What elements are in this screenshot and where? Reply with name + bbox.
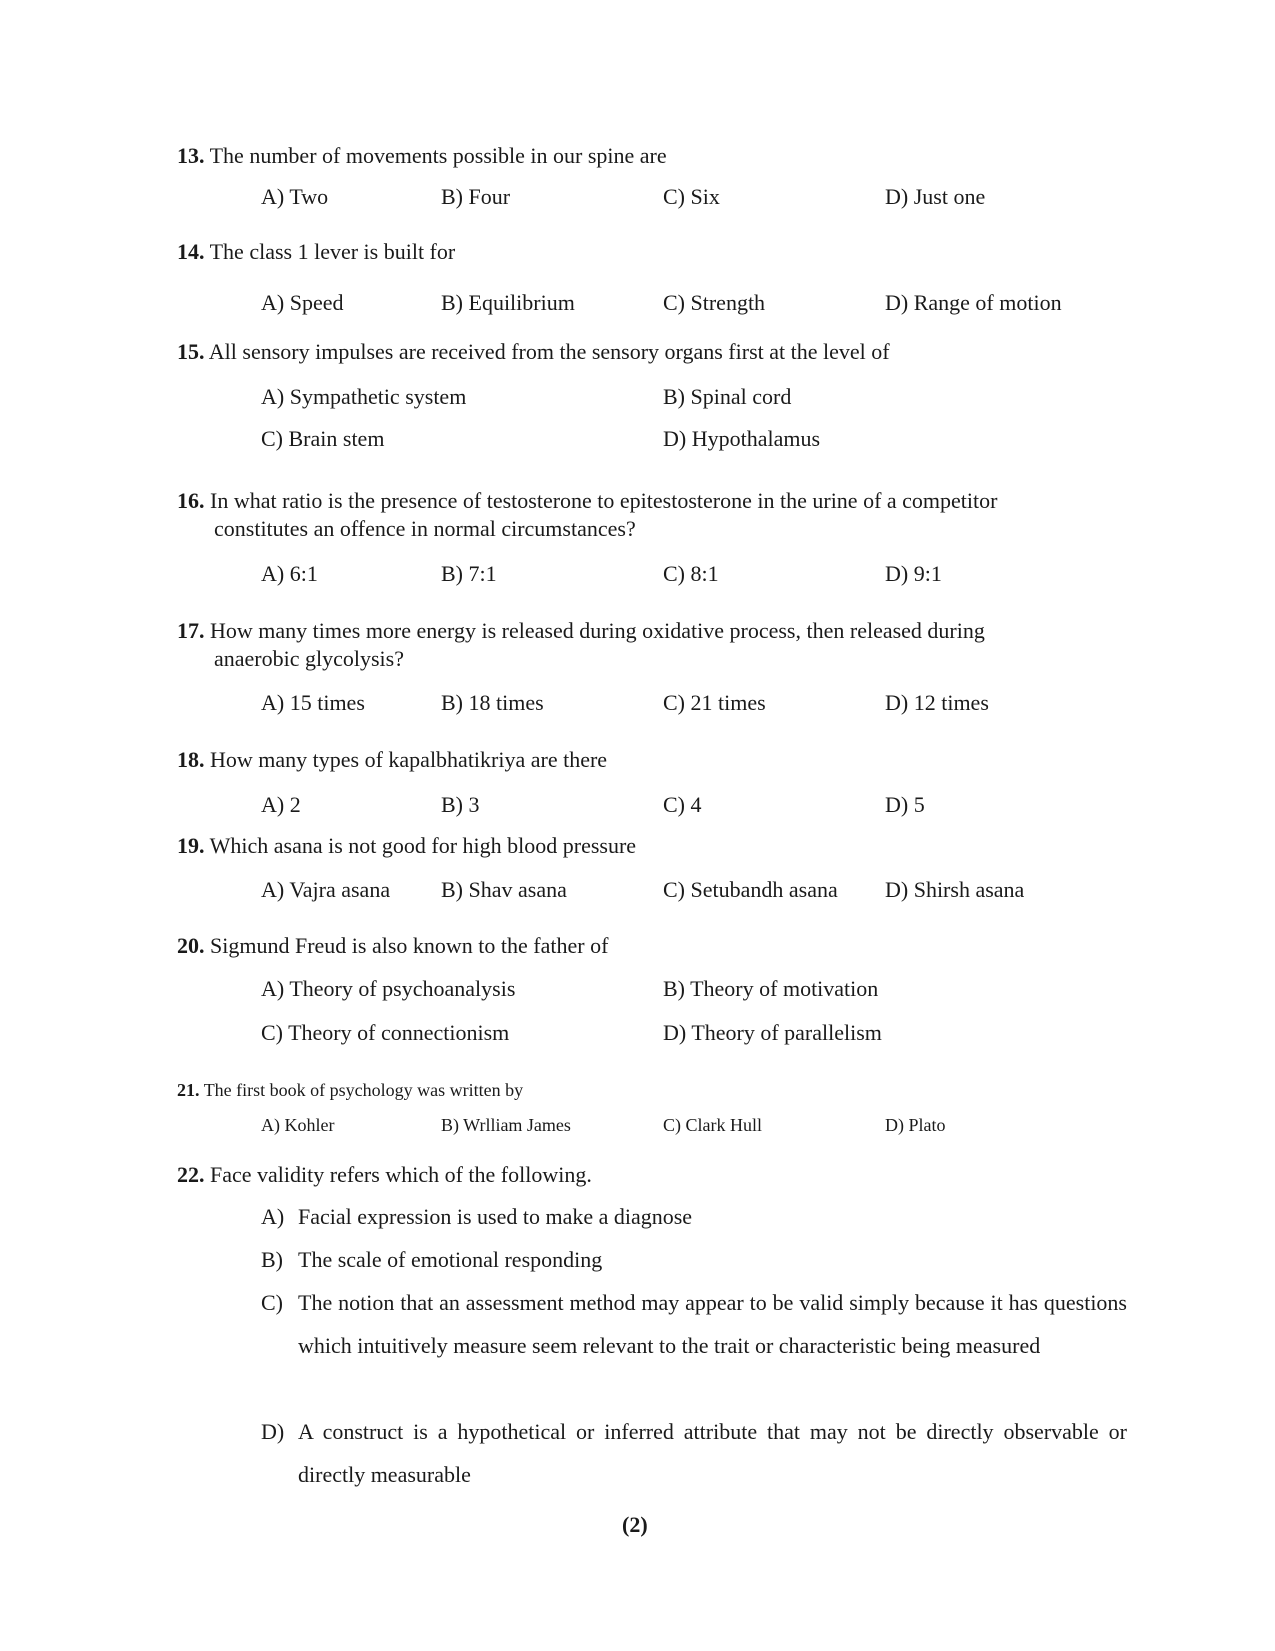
question-text-continued: anaerobic glycolysis? xyxy=(214,646,404,671)
option-text: The scale of emotional responding xyxy=(298,1247,603,1272)
option-a: A) Two xyxy=(261,184,329,209)
option-b: B) Four xyxy=(441,184,511,209)
question-number: 21. xyxy=(177,1080,200,1100)
option-d: D) Just one xyxy=(885,184,986,209)
option-a: A) Sympathetic system xyxy=(261,384,467,409)
option-text: The notion that an assessment method may appear to be valid simply because it has questions which intuitively measure seem relevant to the trait or characteristic being measured xyxy=(298,1290,1127,1358)
option-d: D) Theory of parallelism xyxy=(663,1020,882,1045)
question-text: Sigmund Freud is also known to the father of xyxy=(210,933,609,958)
option-b: B) 18 times xyxy=(441,690,544,715)
question-text: Face validity refers which of the following. xyxy=(210,1162,592,1187)
question-text: How many types of kapalbhatikriya are there xyxy=(210,747,608,772)
question-number: 22. xyxy=(177,1162,205,1187)
question-13 xyxy=(177,142,667,170)
option-text: Facial expression is used to make a diagnose xyxy=(298,1204,693,1229)
option-d: D) 5 xyxy=(885,792,925,817)
page-number: (2) xyxy=(622,1512,648,1537)
option-label: B) xyxy=(261,1247,283,1272)
option-c: C) Theory of connectionism xyxy=(261,1020,510,1045)
option-d: D) 9:1 xyxy=(885,561,942,586)
option-a: A) Vajra asana xyxy=(261,877,391,902)
question-text: The number of movements possible in our spine are xyxy=(209,143,667,168)
question-number: 14. xyxy=(177,239,205,264)
question-number: 20. xyxy=(177,933,205,958)
option-c: C) Brain stem xyxy=(261,426,385,451)
option-b: B) Spinal cord xyxy=(663,384,792,409)
question-14 xyxy=(177,238,455,266)
option-c: C) 4 xyxy=(663,792,702,817)
question-text: How many times more energy is released during oxidative process, then released during xyxy=(210,618,985,643)
question-text: All sensory impulses are received from the sensory organs first at the level of xyxy=(208,339,890,364)
option-b: B) 7:1 xyxy=(441,561,497,586)
question-text: The class 1 lever is built for xyxy=(209,239,456,264)
option-c: C) Setubandh asana xyxy=(663,877,838,902)
option-a: A) 15 times xyxy=(261,690,365,715)
question-17 xyxy=(177,617,1127,673)
option-b xyxy=(261,1238,1127,1281)
question-19 xyxy=(177,832,636,860)
option-b: B) Theory of motivation xyxy=(663,976,879,1001)
option-a xyxy=(261,1195,1127,1238)
question-text: Which asana is not good for high blood pressure xyxy=(209,833,637,858)
question-15 xyxy=(177,338,890,366)
question-number: 18. xyxy=(177,747,205,772)
question-number: 17. xyxy=(177,618,205,643)
option-c: C) 21 times xyxy=(663,690,766,715)
question-text: The first book of psychology was written by xyxy=(203,1080,524,1100)
question-22 xyxy=(177,1161,592,1189)
option-b: B) Shav asana xyxy=(441,877,567,902)
question-18 xyxy=(177,746,607,774)
option-b: B) Wrlliam James xyxy=(441,1115,571,1135)
option-d xyxy=(261,1410,1127,1496)
option-text: A construct is a hypothetical or inferred attribute that may not be directly observable or directly measurable xyxy=(298,1419,1127,1487)
option-label: D) xyxy=(261,1419,285,1444)
question-number: 13. xyxy=(177,143,205,168)
question-16 xyxy=(177,487,1127,543)
option-b: B) Equilibrium xyxy=(441,290,575,315)
option-label: C) xyxy=(261,1290,283,1315)
option-a: A) 6:1 xyxy=(261,561,318,586)
question-text: In what ratio is the presence of testosterone to epitestosterone in the urine of a competitor xyxy=(210,488,998,513)
question-number: 19. xyxy=(177,833,205,858)
option-b: B) 3 xyxy=(441,792,480,817)
option-a: A) Speed xyxy=(261,290,344,315)
option-d: D) Hypothalamus xyxy=(663,426,821,451)
option-d: D) 12 times xyxy=(885,690,989,715)
option-a: A) Kohler xyxy=(261,1115,335,1135)
option-c: C) Clark Hull xyxy=(663,1115,762,1135)
question-number: 15. xyxy=(177,339,205,364)
option-c: C) Strength xyxy=(663,290,766,315)
option-c xyxy=(261,1281,1127,1367)
option-c: C) 8:1 xyxy=(663,561,719,586)
option-label: A) xyxy=(261,1204,285,1229)
question-21 xyxy=(177,1076,523,1104)
question-20 xyxy=(177,932,608,960)
option-d: D) Shirsh asana xyxy=(885,877,1025,902)
option-a: A) 2 xyxy=(261,792,301,817)
option-d: D) Range of motion xyxy=(885,290,1062,315)
option-a: A) Theory of psychoanalysis xyxy=(261,976,516,1001)
question-text-continued: constitutes an offence in normal circumstances? xyxy=(214,516,636,541)
option-d: D) Plato xyxy=(885,1115,946,1135)
question-number: 16. xyxy=(177,488,205,513)
option-c: C) Six xyxy=(663,184,720,209)
